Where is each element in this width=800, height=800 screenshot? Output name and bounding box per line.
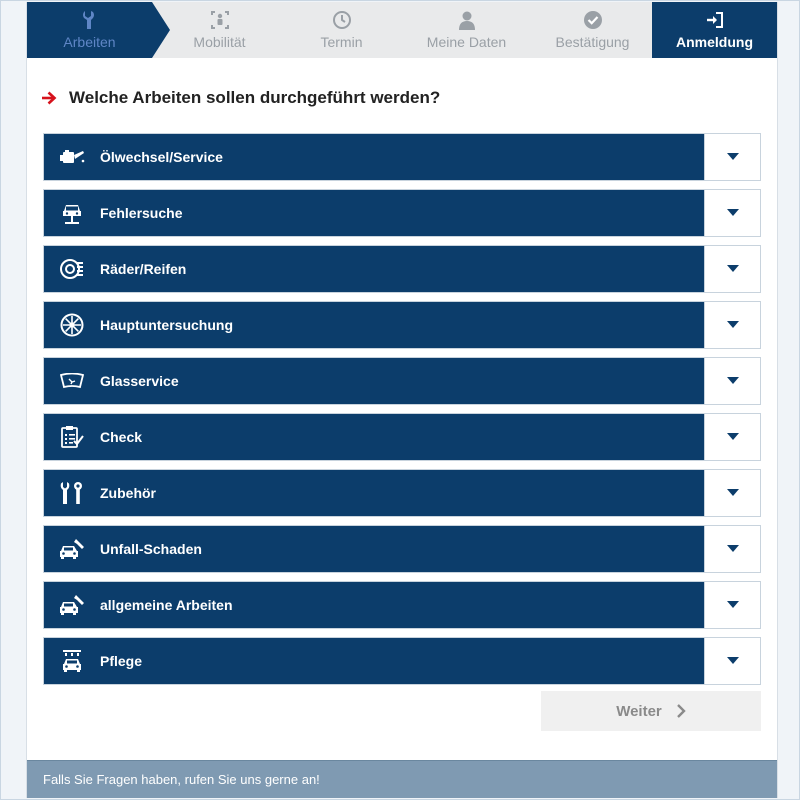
expand-toggle[interactable]	[704, 358, 760, 404]
category-header[interactable]	[44, 470, 704, 516]
car-wash-icon	[44, 649, 100, 673]
category-header[interactable]	[44, 526, 704, 572]
windshield-icon	[44, 373, 100, 389]
car-lift-icon	[44, 201, 100, 225]
category-title: Ölwechsel/Service	[100, 149, 223, 165]
wrench-icon	[81, 9, 99, 31]
category-title: Hauptuntersuchung	[100, 317, 233, 333]
tire-icon	[44, 258, 100, 280]
clock-icon	[332, 9, 352, 31]
category-glasservice[interactable]	[43, 357, 761, 405]
category-title: Pflege	[100, 653, 143, 669]
footer-contact-bar	[27, 760, 777, 798]
step-bestaetigung[interactable]	[530, 2, 655, 58]
category-hauptuntersuchung[interactable]	[43, 301, 761, 349]
tools-icon	[44, 481, 100, 505]
checklist-icon	[44, 425, 100, 449]
caret-down-icon	[727, 484, 739, 502]
category-header[interactable]	[44, 190, 704, 236]
expand-toggle[interactable]	[704, 526, 760, 572]
caret-down-icon	[727, 540, 739, 558]
step-mobilitaet[interactable]	[157, 2, 282, 58]
caret-down-icon	[727, 428, 739, 446]
step-label: Mobilität	[193, 34, 246, 50]
caret-down-icon	[727, 148, 739, 166]
category-pflege[interactable]	[43, 637, 761, 685]
chevron-right-icon	[676, 704, 686, 718]
category-header[interactable]	[44, 134, 704, 180]
category-oelwechsel-service[interactable]	[43, 133, 761, 181]
step-label: Termin	[320, 34, 363, 50]
service-category-list	[43, 133, 761, 693]
category-allgemeine-arbeiten[interactable]	[43, 581, 761, 629]
caret-down-icon	[727, 260, 739, 278]
wheel-rim-icon	[44, 313, 100, 337]
category-title: Zubehör	[100, 485, 156, 501]
step-label: Anmeldung	[676, 34, 753, 50]
category-header[interactable]	[44, 414, 704, 460]
step-arbeiten[interactable]	[27, 2, 152, 58]
category-header[interactable]	[44, 582, 704, 628]
caret-down-icon	[727, 204, 739, 222]
progress-stepper	[27, 2, 777, 58]
expand-toggle[interactable]	[704, 582, 760, 628]
step-label: Meine Daten	[426, 34, 507, 50]
user-icon	[458, 9, 476, 31]
category-zubehoer[interactable]	[43, 469, 761, 517]
step-anmeldung[interactable]	[652, 2, 777, 58]
category-check[interactable]	[43, 413, 761, 461]
caret-down-icon	[727, 596, 739, 614]
step-label: Bestätigung	[555, 34, 630, 50]
category-header[interactable]	[44, 638, 704, 684]
category-title: allgemeine Arbeiten	[100, 597, 233, 613]
category-header[interactable]	[44, 358, 704, 404]
category-title: Fehlersuche	[100, 205, 183, 221]
caret-down-icon	[727, 652, 739, 670]
next-button-label: Weiter	[616, 702, 662, 720]
heading-text: Welche Arbeiten sollen durchgeführt werden?	[69, 88, 441, 107]
category-unfall-schaden[interactable]	[43, 525, 761, 573]
caret-down-icon	[727, 316, 739, 334]
page-heading	[41, 88, 440, 108]
booking-app	[26, 2, 778, 798]
next-button[interactable]	[541, 691, 761, 731]
category-title: Glasservice	[100, 373, 179, 389]
category-fehlersuche[interactable]	[43, 189, 761, 237]
category-title: Check	[100, 429, 143, 445]
step-meine-daten[interactable]	[404, 2, 529, 58]
step-label: Arbeiten	[63, 34, 116, 50]
expand-toggle[interactable]	[704, 190, 760, 236]
category-header[interactable]	[44, 246, 704, 292]
category-title: Räder/Reifen	[100, 261, 187, 277]
category-raeder-reifen[interactable]	[43, 245, 761, 293]
oil-can-icon	[44, 149, 100, 165]
arrow-right-icon	[41, 90, 57, 106]
caret-down-icon	[727, 372, 739, 390]
mobility-icon	[210, 9, 230, 31]
expand-toggle[interactable]	[704, 470, 760, 516]
category-title: Unfall-Schaden	[100, 541, 202, 557]
expand-toggle[interactable]	[704, 246, 760, 292]
category-header[interactable]	[44, 302, 704, 348]
car-repair-icon	[44, 594, 100, 616]
footer-text: Falls Sie Fragen haben, rufen Sie uns gerne an!	[43, 772, 320, 787]
expand-toggle[interactable]	[704, 302, 760, 348]
check-circle-icon	[583, 9, 603, 31]
sign-in-icon	[706, 9, 724, 31]
expand-toggle[interactable]	[704, 638, 760, 684]
step-termin[interactable]	[279, 2, 404, 58]
expand-toggle[interactable]	[704, 134, 760, 180]
expand-toggle[interactable]	[704, 414, 760, 460]
car-repair-icon	[44, 538, 100, 560]
